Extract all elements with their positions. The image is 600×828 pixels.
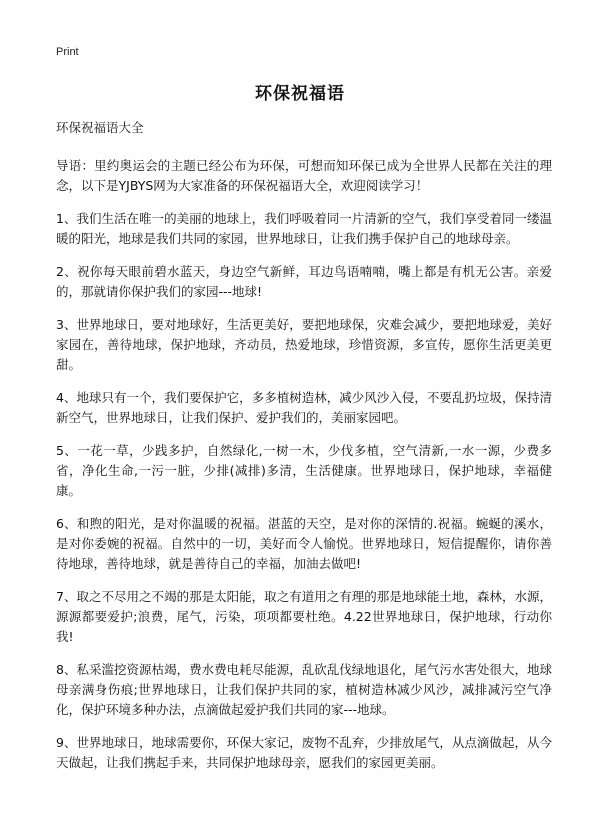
blessing-paragraph-9: 9、世界地球日，地球需要你，环保大家记，废物不乱弃，少排放尾气，从点滴做起，从今天做起，让我们携起手来，共同保护地球母亲，愿我们的家园更美丽。 [56,735,552,770]
blessing-paragraph-3: 3、世界地球日，要对地球好，生活更美好，要把地球保，灾难会减少，要把地球爱，美好家园在，善待地球，保护地球，齐动员，热爱地球，珍惜资源，多宣传，愿你生活更美更甜。 [56,317,552,372]
print-link[interactable]: Print [56,46,79,58]
blessing-paragraph-4: 4、地球只有一个，我们要保护它，多多植树造林，减少风沙入侵，不要乱扔垃圾，保持清新空气，世界地球日，让我们保护、爱护我们的，美丽家园吧。 [56,390,552,425]
page-title: 环保祝福语 [255,84,345,104]
article-body [56,118,552,786]
blessing-paragraph-7: 7、取之不尽用之不竭的那是太阳能，取之有道用之有理的那是地球能土地，森林，水源，源源都要爱护;浪费，尾气，污染，项项都要杜绝。4.22世界地球日，保护地球，行动你我! [56,589,552,644]
blessing-paragraph-6: 6、和煦的阳光，是对你温暖的祝福。湛蓝的天空，是对你的深情的.祝福。蜿蜒的溪水，是对你委婉的祝福。自然中的一切，美好而令人愉悦。世界地球日，短信提醒你，请你善待地球，善待地球，就是善待自己的幸福，加油去做吧! [56,516,552,571]
blessing-paragraph-8: 8、私采滥挖资源枯竭，费水费电耗尽能源，乱砍乱伐绿地退化，尾气污水害处很大，地球母亲满身伤痕;世界地球日，让我们保护共同的家，植树造林减少风沙，减排减污空气净化，保护环境多种办法，点滴做起爱护我们共同的家---地球。 [56,662,552,717]
article-subtitle: 环保祝福语大全 [56,120,144,135]
intro-paragraph: 导语：里约奥运会的主题已经公布为环保，可想而知环保已成为全世界人民都在关注的理念，以下是YJBYS网为大家准备的环保祝福语大全，欢迎阅读学习！ [56,158,552,193]
blessing-paragraph-5: 5、一花一草，少践多护，自然绿化,一树一木，少伐多植，空气清新,一水一源，少费多省，净化生命,一污一脏，少排(减排)多清，生活健康。世界地球日，保护地球，幸福健康。 [56,443,552,498]
blessing-paragraph-1: 1、我们生活在唯一的美丽的地球上，我们呼吸着同一片清新的空气，我们享受着同一缕温暖的阳光，地球是我们共同的家园，世界地球日，让我们携手保护自己的地球母亲。 [56,211,552,246]
blessing-paragraph-2: 2、祝你每天眼前碧水蓝天，身边空气新鲜，耳边鸟语喃喃，嘴上都是有机无公害。亲爱的，那就请你保护我们的家园---地球! [56,264,552,299]
